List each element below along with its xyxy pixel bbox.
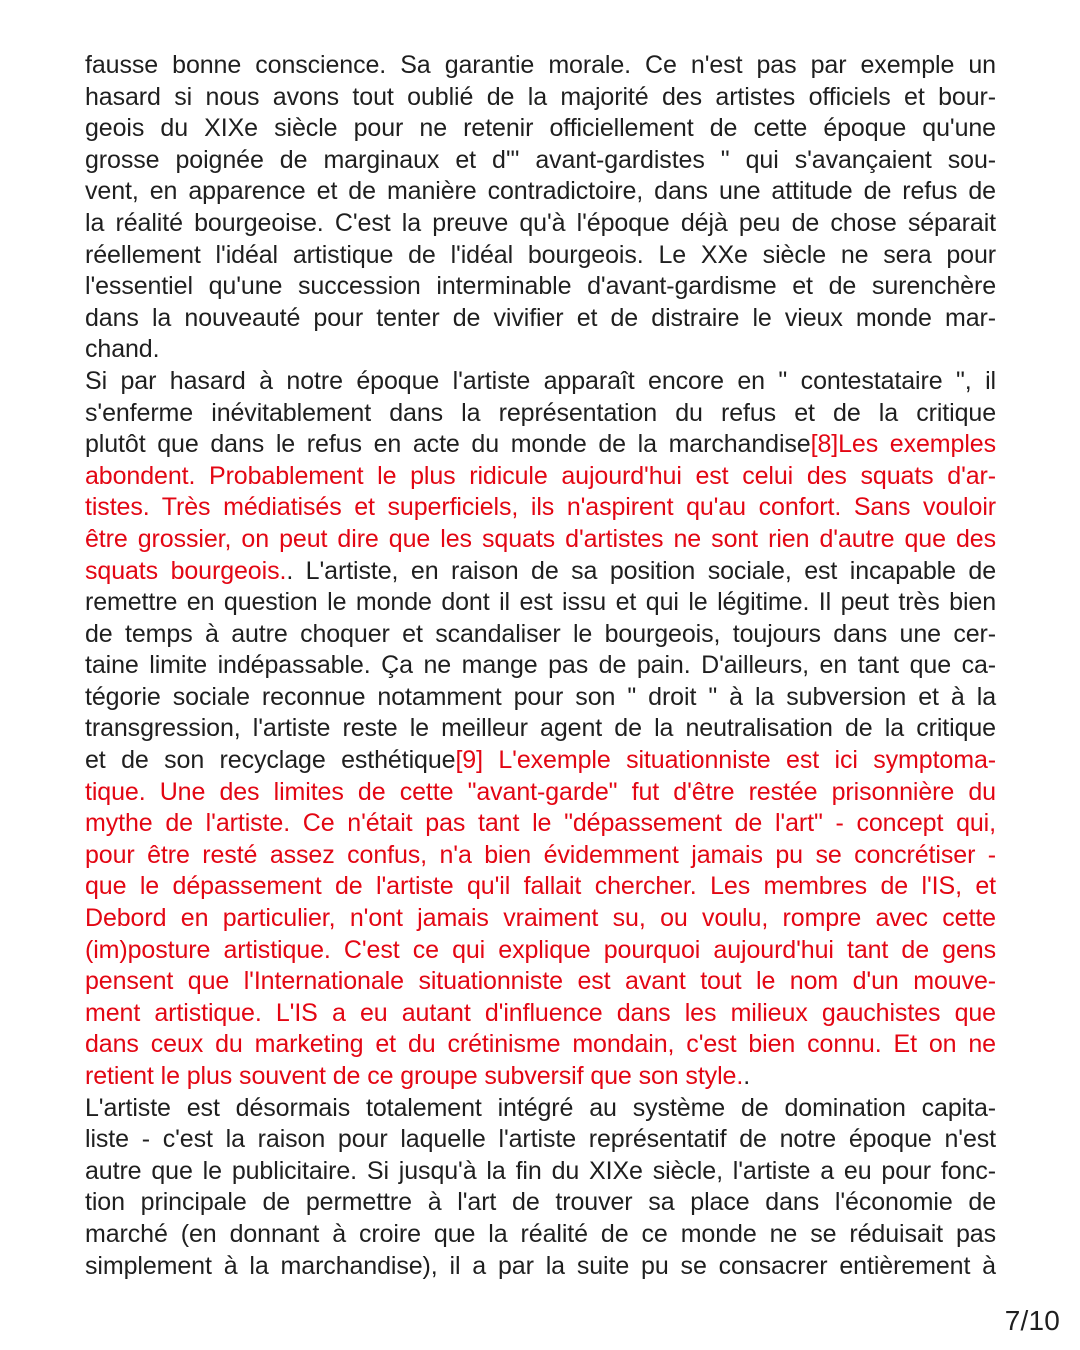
highlighted-text-segment: retient le plus souvent de ce groupe subversif que son style.	[85, 1062, 744, 1090]
text-segment: l'essentiel qu'une succession interminable d'avant-gardisme et de surenchère	[85, 272, 996, 301]
text-line	[85, 334, 996, 366]
text-line	[85, 1093, 996, 1125]
text-line	[85, 429, 996, 461]
highlighted-text-segment: abondent. Probablement le plus ridicule aujourd'hui est celui des squats d'ar-	[85, 461, 996, 490]
text-line-content	[85, 713, 996, 745]
text-line	[85, 208, 996, 240]
text-line-content	[85, 1124, 996, 1156]
text-segment: et de son recyclage esthétique	[85, 746, 456, 775]
text-segment: taine limite indépassable. Ça ne mange pas de pain. D'ailleurs, en tant que ca-	[85, 651, 996, 680]
text-segment: .	[743, 1062, 751, 1090]
text-line	[85, 840, 996, 872]
text-segment: transgression, l'artiste reste le meilleur agent de la neutralisation de la critique	[85, 714, 996, 743]
text-line	[85, 145, 996, 177]
highlighted-text-segment: que le dépassement de l'artiste qu'il fallait chercher. Les membres de l'IS, et	[85, 872, 996, 901]
text-line	[85, 777, 996, 809]
text-line	[85, 50, 996, 82]
text-line-content	[85, 1061, 750, 1093]
text-line	[85, 271, 996, 303]
text-line-content	[85, 1156, 996, 1188]
text-line	[85, 1187, 996, 1219]
text-line-content	[85, 1219, 996, 1251]
text-line	[85, 1061, 996, 1093]
highlighted-text-segment: tique. Une des limites de cette "avant-garde" fut d'être restée prisonnière du	[85, 777, 996, 806]
text-line-content	[85, 176, 996, 208]
text-segment: hasard si nous avons tout oublié de la majorité des artistes officiels et bour-	[85, 82, 996, 111]
text-segment: autre que le publicitaire. Si jusqu'à la fin du XIXe siècle, l'artiste a eu pour fonc-	[85, 1156, 996, 1185]
text-line-content	[85, 524, 996, 556]
text-line-content	[85, 745, 996, 777]
highlighted-text-segment: mythe de l'artiste. Ce n'était pas tant le "dépassement de l'art" - concept qui,	[85, 809, 996, 838]
text-line	[85, 492, 996, 524]
text-segment: tion principale de permettre à l'art de trouver sa place dans l'économie de	[85, 1188, 996, 1217]
text-line	[85, 1156, 996, 1188]
page-number: 7/10	[1004, 1305, 1060, 1336]
text-line	[85, 398, 996, 430]
text-block	[85, 50, 996, 1282]
text-segment: réellement l'idéal artistique de l'idéal bourgeois. Le XXe siècle ne sera pour	[85, 240, 996, 269]
highlighted-text-segment: tistes. Très médiatisés et superficiels, ils n'aspirent qu'au confort. Sans vouloir	[85, 493, 996, 522]
text-segment: Si par hasard à notre époque l'artiste apparaît encore en " contestataire ", il	[85, 366, 996, 395]
text-segment: grosse poignée de marginaux et d'" avant-gardistes " qui s'avançaient sou-	[85, 145, 996, 174]
text-segment: geois du XIXe siècle pour ne retenir officiellement de cette époque qu'une	[85, 114, 996, 143]
highlighted-text-segment: être grossier, on peut dire que les squats d'artistes ne sont rien d'autre que des	[85, 524, 996, 553]
highlighted-text-segment: ment artistique. L'IS a eu autant d'influence dans les milieux gauchistes que	[85, 998, 996, 1027]
highlighted-text-segment: pensent que l'Internationale situationniste est avant tout le nom d'un mouve-	[85, 967, 996, 996]
text-line-content	[85, 587, 996, 619]
text-segment: chand.	[85, 335, 160, 364]
text-segment: la réalité bourgeoise. C'est la preuve qu'à l'époque déjà peu de chose séparait	[85, 208, 996, 237]
text-line	[85, 524, 996, 556]
text-line-content	[85, 1093, 996, 1125]
text-segment: simplement à la marchandise), il a par la suite pu se consacrer entièrement à	[85, 1251, 996, 1280]
text-line	[85, 935, 996, 967]
text-line-content	[85, 271, 996, 303]
text-line-content	[85, 1251, 996, 1283]
text-line-content	[85, 935, 996, 967]
text-line-content	[85, 998, 996, 1030]
text-segment: fausse bonne conscience. Sa garantie morale. Ce n'est pas par exemple un	[85, 51, 996, 79]
text-line	[85, 1251, 996, 1283]
text-line-content	[85, 208, 996, 240]
text-segment: dans la nouveauté pour tenter de vivifier et de distraire le vieux monde mar-	[85, 303, 996, 332]
text-line-content	[85, 145, 996, 177]
text-line	[85, 366, 996, 398]
text-line-content	[85, 777, 996, 809]
text-line	[85, 240, 996, 272]
text-line	[85, 1124, 996, 1156]
text-line	[85, 303, 996, 335]
text-segment: de temps à autre choquer et scandaliser le bourgeois, toujours dans une cer-	[85, 619, 996, 648]
text-line	[85, 903, 996, 935]
text-line-content	[85, 113, 996, 145]
text-segment: s'enferme inévitablement dans la représentation du refus et de la critique	[85, 398, 996, 427]
text-line	[85, 556, 996, 588]
text-line	[85, 966, 996, 998]
text-line-content	[85, 619, 996, 651]
text-line-content	[85, 556, 996, 588]
text-line-content	[85, 650, 996, 682]
text-line-content	[85, 429, 996, 461]
text-line-content	[85, 903, 996, 935]
text-line	[85, 1219, 996, 1251]
text-line-content	[85, 82, 996, 114]
text-line-content	[85, 492, 996, 524]
text-segment: . L'artiste, en raison de sa position sociale, est incapable de	[286, 556, 997, 585]
text-line	[85, 713, 996, 745]
text-segment: plutôt que dans le refus en acte du monde de la marchandise	[85, 430, 811, 459]
text-line	[85, 650, 996, 682]
text-segment: liste - c'est la raison pour laquelle l'artiste représentatif de notre époque n'est	[85, 1125, 996, 1154]
text-line	[85, 871, 996, 903]
text-line-content	[85, 461, 996, 493]
text-line	[85, 682, 996, 714]
text-line	[85, 808, 996, 840]
text-segment: marché (en donnant à croire que la réalité de ce monde ne se réduisait pas	[85, 1219, 996, 1248]
text-line	[85, 176, 996, 208]
text-line-content	[85, 1187, 996, 1219]
text-line-content	[85, 966, 996, 998]
highlighted-text-segment: [9] L'exemple situationniste est ici symptoma-	[455, 746, 996, 775]
text-line-content	[85, 303, 996, 335]
text-line	[85, 745, 996, 777]
text-line	[85, 82, 996, 114]
highlighted-text-segment: Debord en particulier, n'ont jamais vraiment su, ou voulu, rompre avec cette	[85, 904, 996, 933]
text-line	[85, 113, 996, 145]
highlighted-text-segment: pour être resté assez confus, n'a bien évidemment jamais pu se concrétiser -	[85, 840, 996, 869]
highlighted-text-segment: dans ceux du marketing et du crétinisme mondain, c'est bien connu. Et on ne	[85, 1030, 996, 1059]
text-line	[85, 1029, 996, 1061]
text-segment: tégorie sociale reconnue notamment pour son " droit " à la subversion et à la	[85, 682, 996, 711]
text-line	[85, 998, 996, 1030]
text-segment: remettre en question le monde dont il est issu et qui le légitime. Il peut très bien	[85, 588, 996, 617]
text-line-content	[85, 50, 996, 82]
text-line-content	[85, 366, 996, 398]
text-segment: vent, en apparence et de manière contradictoire, dans une attitude de refus de	[85, 177, 996, 206]
text-line	[85, 619, 996, 651]
highlighted-text-segment: [8]Les exemples	[810, 430, 996, 459]
text-line-content	[85, 682, 996, 714]
text-line	[85, 461, 996, 493]
text-line-content	[85, 398, 996, 430]
text-line-content	[85, 871, 996, 903]
text-line-content	[85, 808, 996, 840]
text-line-content	[85, 334, 159, 366]
highlighted-text-segment: squats bourgeois.	[85, 556, 287, 585]
text-line-content	[85, 1029, 996, 1061]
highlighted-text-segment: (im)posture artistique. C'est ce qui explique pourquoi aujourd'hui tant de gens	[85, 935, 996, 964]
text-line	[85, 587, 996, 619]
text-line-content	[85, 240, 996, 272]
text-segment: L'artiste est désormais totalement intégré au système de domination capita-	[85, 1093, 996, 1122]
text-line-content	[85, 840, 996, 872]
